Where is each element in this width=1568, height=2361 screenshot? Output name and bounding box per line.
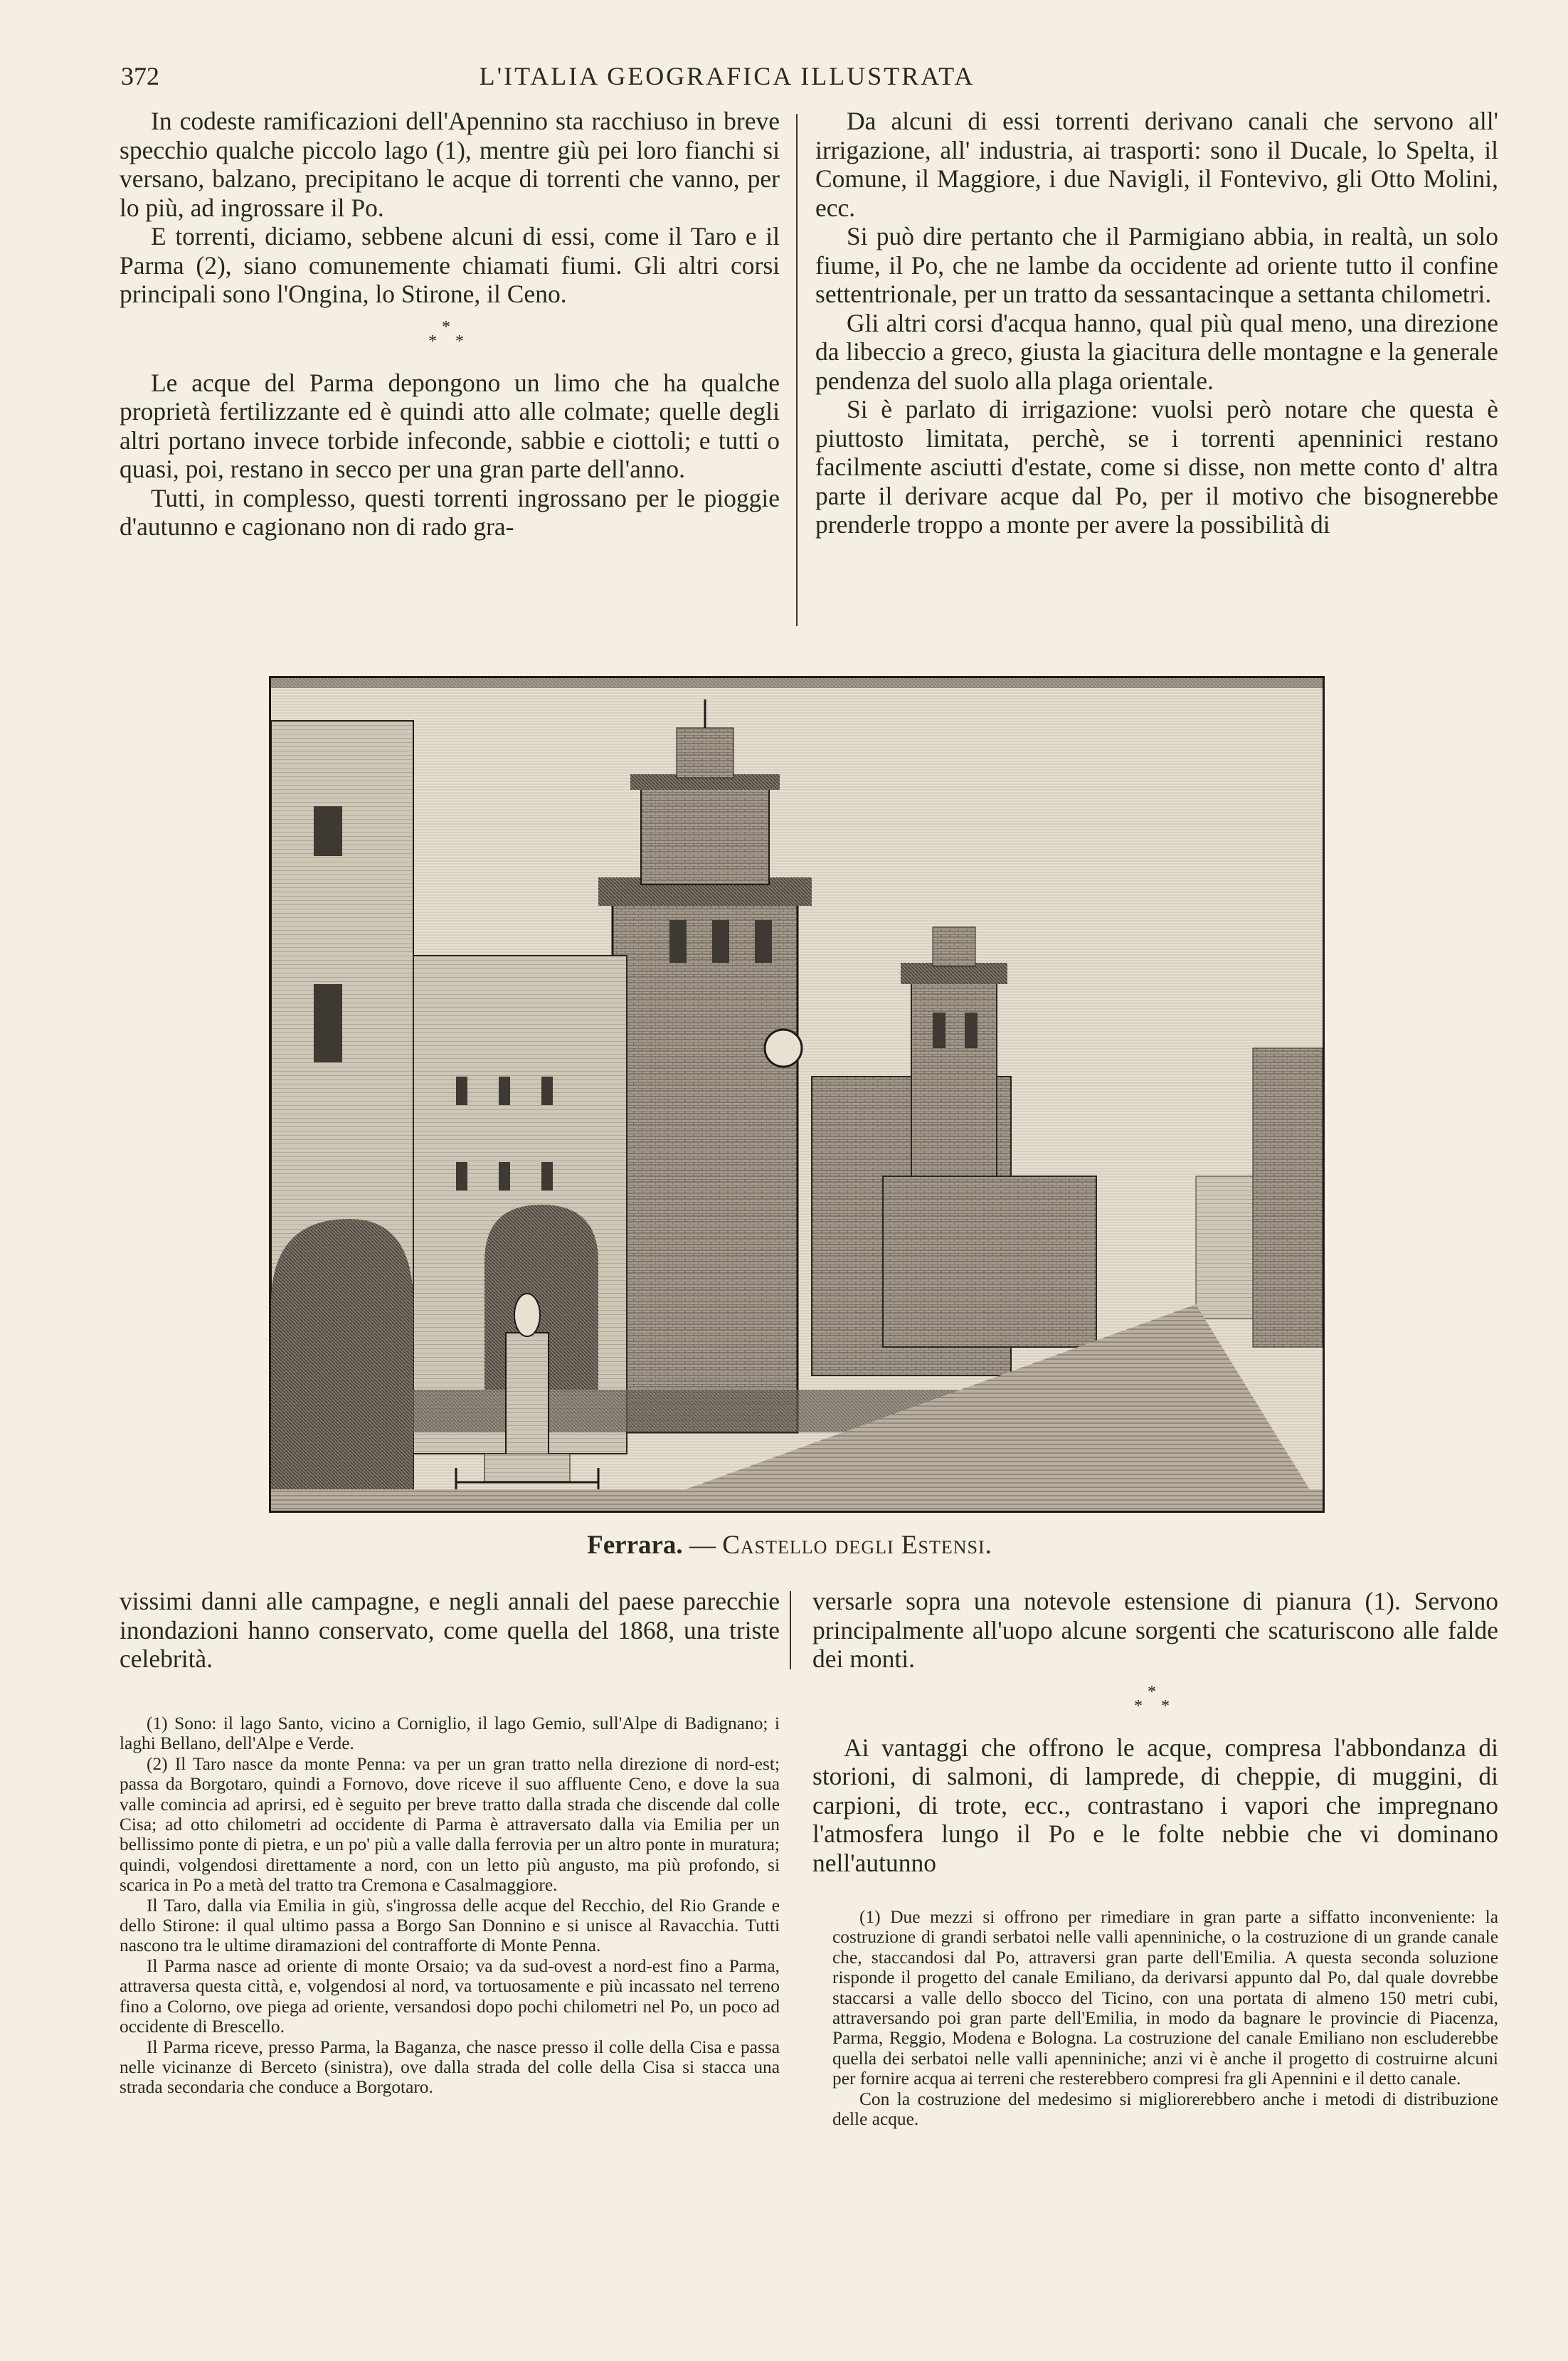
column-rule: [790, 1591, 791, 1669]
bottom-left-column: [120, 1587, 780, 1674]
asterism-divider: * * *: [428, 317, 471, 351]
paragraph: Ai vantaggi che offrono le acque, compresa l'abbondanza di storioni, di salmoni, di lamprede, di cheppie, di muggini, di carpioni, di trote, ecc., contrastano i vapori che impregnano l'atmosfera lungo il Po e le folte nebbie che vi dominano nell'autunno: [812, 1733, 1498, 1877]
bottom-left-footnotes: [120, 1713, 780, 2098]
running-title: L'ITALIA GEOGRAFICA ILLUSTRATA: [479, 62, 975, 90]
bottom-right-footnotes: [832, 1907, 1498, 2129]
paragraph: Tutti, in complesso, questi torrenti ingrossano per le pioggie d'autunno e cagionano non di rado gra-: [120, 483, 780, 541]
column-rule: [796, 114, 798, 626]
paragraph: Gli altri corsi d'acqua hanno, qual più qual meno, una direzione da libeccio a greco, giusta la giacitura delle montagne e la generale pendenza del suolo alla plaga orientale.: [815, 308, 1498, 395]
footnote: Il Parma nasce ad oriente di monte Orsaio; va da sud-ovest a nord-est fino a Parma, attraversa questa città, e, volgendosi al nord, va tortuosamente e più incassato nel terreno fino a Colorno, ove piega ad oriente, versandosi dopo pochi chilometri nel Po, un poco ad occidente di Brescello.: [120, 1955, 780, 2037]
asterism-divider: * * *: [1134, 1682, 1177, 1716]
footnote: (2) Il Taro nasce da monte Penna: va per un gran tratto nella direzione di nord-est; passa da Borgotaro, quindi a Fornovo, dove riceve il suo affluente Ceno, e dove la sua valle comincia ad aprirsi, ed è seguito per breve tratto dalla strada che discende dal colle Cisa; ad otto chilometri ad occidente di Parma è attraversato dalla via Emilia per un bellissimo ponte di pietra, e un po' più a valle dalla ferrovia per un altro ponte in muratura; quindi, volgendosi direttamente a nord, con un letto più angusto, ma più profondo, si scarica in Po a metà del tratto tra Cremona e Casalmaggiore.: [120, 1753, 780, 1896]
paragraph: In codeste ramificazioni dell'Apennino sta racchiuso in breve specchio qualche piccolo lago (1), mentre giù pei loro fianchi si versano, balzano, precipitano le acque di torrenti che vanno, per lo più, ad ingrossare il Po.: [120, 107, 780, 222]
engraving-castello-estensi: [269, 676, 1325, 1513]
caption-city: Ferrara.: [587, 1531, 683, 1560]
caption-dash: —: [689, 1531, 716, 1560]
castle-illustration: [271, 678, 1323, 1511]
paragraph: Si può dire pertanto che il Parmigiano abbia, in realtà, un solo fiume, il Po, che ne lambe da occidente ad oriente tutto il confine settentrionale, per un tratto da sessantacinque a settanta chilometri.: [815, 222, 1498, 308]
paragraph: Si è parlato di irrigazione: vuolsi però notare che questa è piuttosto limitata, perchè, se i torrenti apenninici restano facilmente asciutti d'estate, come si disse, non mette conto d' altra parte il derivare acque dal Po, per il motivo che bisognerebbe prenderle troppo a monte per avere la possibilità di: [815, 395, 1498, 539]
running-head: [121, 61, 1333, 97]
footnote: (1) Sono: il lago Santo, vicino a Corniglio, il lago Gemio, sull'Alpe di Badignano; i laghi Bellano, dell'Alpe e Verde.: [120, 1713, 780, 1754]
footnote: Il Taro, dalla via Emilia in giù, s'ingrossa delle acque del Recchio, del Rio Grande e dello Stirone: il qual ultimo passa a Borgo San Donnino e si unisce al Ravacchia. Tutti nascono tra le ultime diramazioni del contrafforte di Monte Penna.: [120, 1895, 780, 1956]
paragraph: Da alcuni di essi torrenti derivano canali che servono all' irrigazione, all' industria, ai trasporti: sono il Ducale, lo Spelta, il Comune, il Maggiore, i due Navigli, il Fontevivo, gli Otto Molini, ecc.: [815, 107, 1498, 222]
paragraph: Le acque del Parma depongono un limo che ha qualche proprietà fertilizzante ed è quindi atto alle colmate; quelle degli altri portano invece torbide infeconde, sabbie e ciottoli; e tutti o quasi, poi, restano in secco per una gran parte dell'anno.: [120, 368, 780, 483]
footnote: Con la costruzione del medesimo si migliorerebbero anche i metodi di distribuzione delle acque.: [832, 2088, 1498, 2130]
bottom-right-column: [812, 1587, 1498, 1877]
caption-subject: Castello degli Estensi.: [722, 1531, 992, 1560]
paragraph: versarle sopra una notevole estensione di pianura (1). Servono principalmente all'uopo alcune sorgenti che scaturiscono alle falde dei monti.: [812, 1587, 1498, 1673]
figure-caption: [398, 1530, 1181, 1560]
top-left-column: [120, 107, 780, 542]
paragraph: vissimi danni alle campagne, e negli annali del paese parecchie inondazioni hanno conservato, come quella del 1868, una triste celebrità.: [120, 1587, 780, 1673]
footnote: Il Parma riceve, presso Parma, la Baganza, che nasce presso il colle della Cisa e passa nelle vicinanze di Berceto (sinistra), ove dalla strada del colle della Cisa si stacca una strada secondaria che conduce a Borgotaro.: [120, 2037, 780, 2098]
paragraph: E torrenti, diciamo, sebbene alcuni di essi, come il Taro e il Parma (2), siano comunemente chiamati fiumi. Gli altri corsi principali sono l'Ongina, lo Stirone, il Ceno.: [120, 222, 780, 308]
page-number: 372: [121, 62, 159, 90]
footnote: (1) Due mezzi si offrono per rimediare in gran parte a siffatto inconveniente: la costruzione di grandi serbatoi nelle valli apenniniche, o la costruzione di un grande canale che, staccandosi dal Po, attraversi gran parte dell'Emilia. A questa seconda soluzione risponde il progetto del canale Emiliano, da derivarsi appunto dal Po, dal quale dovrebbe staccarsi a valle dello sbocco del Ticino, con una portata di almeno 150 metri cubi, attraversando poi gran parte dell'Emilia, in modo da bagnare le provincie di Piacenza, Parma, Reggio, Modena e Bologna. La costruzione del canale Emiliano non escluderebbe quella dei serbatoi nelle valli apenniniche; anzi vi è anche il progetto di costruirne alcuni per fornire acqua ai terreni che resterebbero compresi fra gli Apennini e il detto canale.: [832, 1907, 1498, 2089]
top-right-column: [815, 107, 1498, 539]
